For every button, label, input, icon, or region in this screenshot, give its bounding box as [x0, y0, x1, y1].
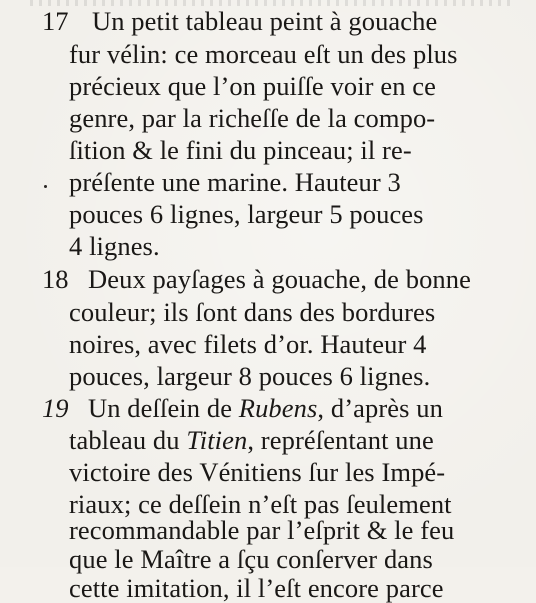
entry-line: couleur; ils ſont dans des bordures [69, 297, 436, 327]
entry-line: cette imitation, il l’eſt encore parce [69, 573, 444, 603]
entry-text: Un deſſein de [88, 393, 233, 423]
entry-line: 4 lignes. [69, 231, 160, 261]
entry-line: que le Maître a ſçu conſerver dans [69, 544, 433, 574]
artist-name: Rubens [238, 393, 318, 423]
entry-text: , d’après un [317, 393, 443, 423]
entry-number: 17 [42, 6, 69, 36]
entry-line: Un petit tableau peint à gouache [92, 6, 438, 36]
entry-line: genre, par la richeſſe de la compo- [69, 103, 436, 133]
entry-line: fur vélin: ce morceau eſt un des plus [69, 39, 458, 69]
entry-line: noires, avec filets d’or. Hauteur 4 [69, 329, 427, 359]
entry-number: 19 [42, 393, 69, 423]
entry-number: 18 [42, 264, 69, 294]
entry-line: pouces 6 lignes, largeur 5 pouces [69, 199, 424, 229]
entry-line: recommandable par l’eſprit & le feu [69, 515, 455, 545]
entry-text: tableau du [69, 425, 180, 455]
paper-speck [44, 185, 47, 188]
entry-line: victoire des Vénitiens ſur les Impé- [69, 457, 446, 487]
entry-line: riaux; ce deſſein n’eſt pas ſeulement [69, 489, 452, 519]
entry-line: préſente une marine. Hauteur 3 [69, 167, 401, 197]
entry-line: Deux payſages à gouache, de bonne [88, 264, 471, 294]
entry-line: ſition & le fini du pinceau; il re- [69, 135, 412, 165]
entry-line: pouces, largeur 8 pouces 6 lignes. [69, 361, 431, 391]
artist-name: Titien [186, 425, 248, 455]
entry-line [88, 394, 443, 422]
entry-text: , repréſentant une [247, 425, 434, 455]
entry-line: précieux que l’on puiſſe voir en ce [69, 71, 436, 101]
entry-line [69, 426, 434, 454]
